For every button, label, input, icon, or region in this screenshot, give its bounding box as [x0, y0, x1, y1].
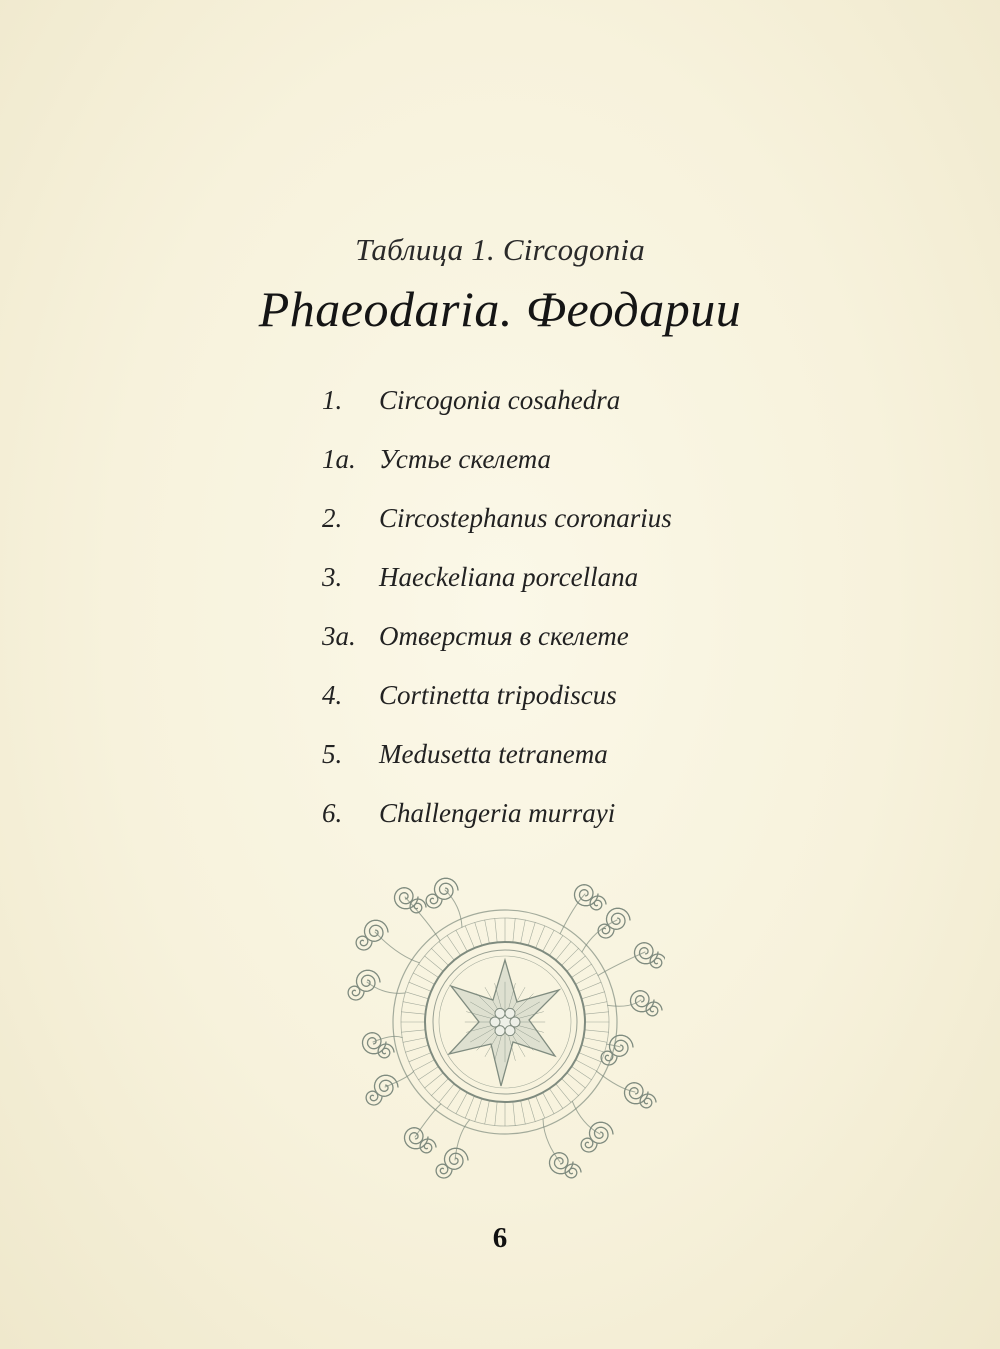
medusetta-illustration	[345, 872, 665, 1182]
item-number: 5.	[322, 739, 343, 769]
item-name: Medusetta tetranema	[379, 739, 608, 769]
item-name: Cortinetta tripodiscus	[379, 680, 617, 710]
list-item	[322, 498, 782, 557]
item-number: 2.	[322, 503, 343, 533]
item-number: 4.	[322, 680, 343, 710]
item-name: Circostephanus coronarius	[379, 503, 672, 533]
list-item	[322, 557, 782, 616]
item-name: Отверстия в скелете	[379, 621, 629, 651]
page-number: 6	[492, 1222, 508, 1254]
item-number: 6.	[322, 798, 343, 828]
item-name: Haeckeliana porcellana	[379, 562, 639, 592]
list-item	[322, 616, 782, 675]
plate-subtitle: Таблица 1. Circogonia	[355, 232, 645, 267]
plate-list	[322, 380, 782, 852]
list-item	[322, 793, 782, 852]
item-number: 3.	[322, 562, 343, 592]
item-number: 1.	[322, 385, 343, 415]
item-name: Challengeria murrayi	[379, 798, 616, 828]
list-item	[322, 734, 782, 793]
item-name: Circogonia cosahedra	[379, 385, 621, 415]
item-number: 3a.	[322, 621, 356, 651]
item-number: 1a.	[322, 444, 356, 474]
list-item	[322, 380, 782, 439]
page-title: Phaeodaria. Феодарии	[258, 281, 742, 337]
item-name: Устье скелета	[379, 444, 552, 474]
list-item	[322, 439, 782, 498]
list-item	[322, 675, 782, 734]
